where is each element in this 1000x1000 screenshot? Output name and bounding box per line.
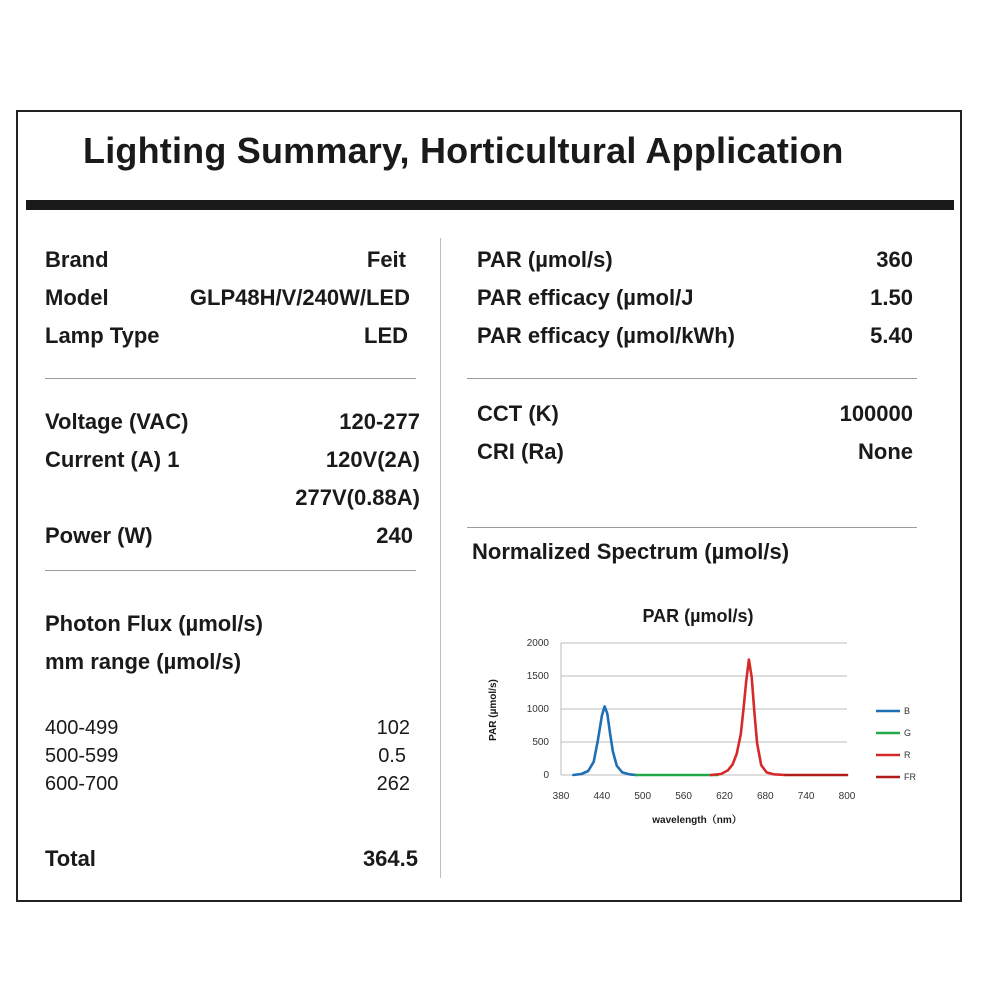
chart-legend-label-b: B <box>904 706 911 716</box>
range-label-600-700: 600-700 <box>45 773 119 795</box>
chart-y-tick-label: 0 <box>543 770 549 781</box>
mm-range-heading: mm range (µmol/s) <box>45 649 242 674</box>
par-value: 360 <box>876 247 913 272</box>
chart-x-axis-label: wavelength（nm） <box>652 815 742 826</box>
current-value-2: 277V(0.88A) <box>295 485 420 510</box>
brand-label: Brand <box>45 247 109 272</box>
chart-y-tick-label: 1500 <box>526 671 549 682</box>
par-efficacy-kwh-label: PAR efficacy (µmol/kWh) <box>477 323 735 348</box>
chart-y-tick-label: 1000 <box>526 704 549 715</box>
chart-x-tick-label: 500 <box>634 791 652 802</box>
current-label: Current (A) 1 <box>45 447 180 472</box>
lamp-type-label: Lamp Type <box>45 323 160 348</box>
current-value-1: 120V(2A) <box>325 447 420 472</box>
chart-x-tick-label: 800 <box>838 791 856 802</box>
total-label: Total <box>45 846 96 871</box>
par-label: PAR (µmol/s) <box>477 247 613 272</box>
chart-y-tick-label: 500 <box>532 737 549 748</box>
page-title: Lighting Summary, Horticultural Application <box>83 130 844 171</box>
chart-title: PAR (µmol/s) <box>642 606 754 626</box>
cri-label: CRI (Ra) <box>477 439 564 464</box>
chart-legend-label-r: R <box>904 750 911 760</box>
chart-x-tick-label: 680 <box>756 791 774 802</box>
chart-y-tick-label: 2000 <box>526 638 549 649</box>
range-value-500-599: 0.5 <box>378 745 406 767</box>
chart-legend-label-fr: FR <box>904 772 916 782</box>
spectrum-heading: Normalized Spectrum (µmol/s) <box>472 539 790 564</box>
chart-y-axis-label: PAR (µmol/s) <box>488 679 499 741</box>
chart-legend-label-g: G <box>904 728 912 738</box>
total-value: 364.5 <box>362 846 418 871</box>
lamp-type-value: LED <box>364 323 408 348</box>
chart-series-b <box>573 706 636 775</box>
par-efficacy-kwh-value: 5.40 <box>870 323 913 348</box>
range-value-400-499: 102 <box>376 717 410 739</box>
cri-value: None <box>858 439 913 464</box>
range-label-500-599: 500-599 <box>45 745 119 767</box>
chart-series-r <box>711 660 786 776</box>
chart-x-tick-label: 560 <box>675 791 692 802</box>
chart-x-tick-label: 440 <box>593 791 611 802</box>
chart-x-tick-label: 380 <box>552 791 570 802</box>
chart-x-tick-label: 740 <box>797 791 815 802</box>
range-value-600-700: 262 <box>376 773 410 795</box>
power-value: 240 <box>376 523 413 548</box>
model-value: GLP48H/V/240W/LED <box>189 285 410 310</box>
voltage-value: 120-277 <box>339 409 420 434</box>
par-efficacy-label: PAR efficacy (µmol/J <box>477 285 694 310</box>
cct-label: CCT (K) <box>477 401 559 426</box>
range-label-400-499: 400-499 <box>45 717 119 739</box>
photon-flux-heading: Photon Flux (µmol/s) <box>45 611 263 636</box>
par-efficacy-value: 1.50 <box>870 285 913 310</box>
chart-x-tick-label: 620 <box>716 791 733 802</box>
cct-value: 100000 <box>839 401 913 426</box>
model-label: Model <box>45 285 109 310</box>
voltage-label: Voltage (VAC) <box>45 409 189 434</box>
power-label: Power (W) <box>45 523 153 548</box>
brand-value: Feit <box>366 247 406 272</box>
